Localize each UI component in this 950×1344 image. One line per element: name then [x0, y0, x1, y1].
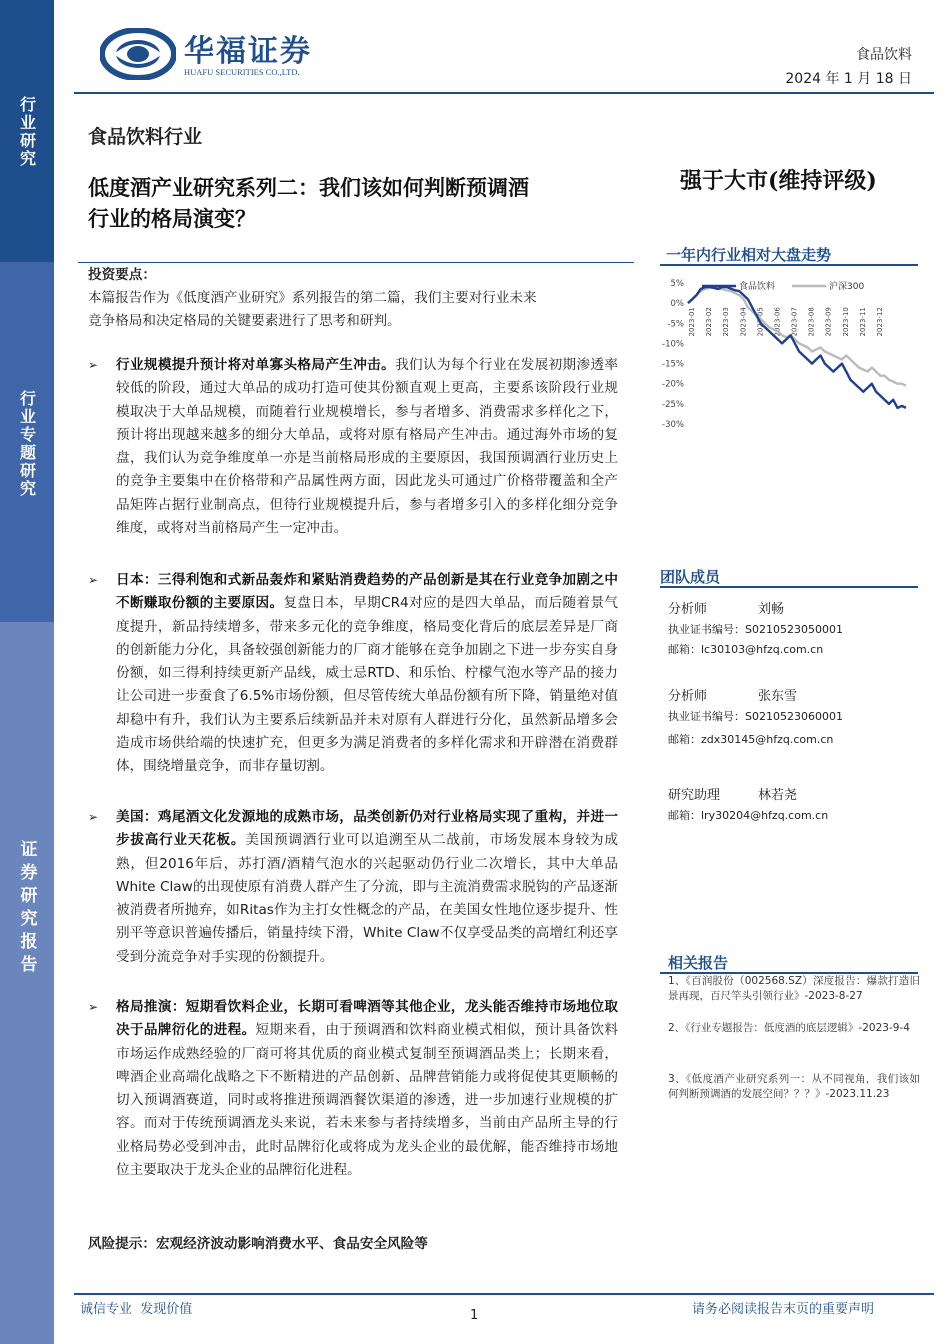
risk-note [88, 1232, 428, 1252]
related-report-3[interactable]: 3、《低度酒产业研究系列一：从不同视角，我们该如何判断预调酒的发展空间？？？》-2023.11.23 [668, 1073, 920, 1100]
bullet-arrow-icon: ➢ [88, 573, 99, 587]
legend-label: 沪深300 [829, 282, 865, 292]
member-1-name: 刘畅 [758, 602, 785, 617]
related-report-1[interactable]: 1、《百润股份（002568.SZ）深度报告：爆款打造旧景再现，百尺竿头引领行业》-2023-8-27 [668, 975, 920, 1002]
y-tick-label: 0% [670, 299, 684, 310]
header-date: 2024 年 1 月 18 日 [785, 71, 912, 87]
x-tick-label: 2023-11 [858, 307, 867, 337]
x-tick-label: 2023-05 [756, 307, 765, 337]
member-2-role: 分析师 [668, 689, 708, 704]
bullet-industry-scale [88, 354, 618, 540]
email-label: 邮箱： [668, 733, 701, 746]
email-label: 邮箱： [668, 643, 701, 656]
x-tick-label: 2023-03 [722, 307, 731, 337]
bullet-arrow-icon: ➢ [88, 810, 99, 824]
bullet-bold: 日本：三得利饱和式新品轰炸和紧贴消费趋势的产品创新是其在行业竞争加剧之中不断赚取份额的主要原因。 [116, 572, 618, 612]
sidebar-bottom [0, 622, 54, 1344]
email-link[interactable]: lc30103@hfzq.com.cn [701, 643, 824, 656]
y-tick-label: -5% [667, 319, 684, 330]
report-title-line1: 低度酒产业研究系列二：我们该如何判断预调酒 [88, 175, 529, 200]
x-tick-label: 2023-09 [824, 307, 833, 337]
brand-name-en: HUAFU SECURITIES CO.,LTD. [184, 67, 300, 77]
header-rule [74, 92, 934, 94]
x-tick-label: 2023-12 [876, 307, 884, 337]
footer-rule [74, 1293, 934, 1295]
team-title: 团队成员 [660, 568, 721, 586]
x-tick-label: 2023-02 [705, 307, 714, 337]
bullet-arrow-icon: ➢ [88, 1000, 99, 1014]
related-report-2[interactable]: 2、《行业专题报告：低度酒的底层逻辑》-2023-9-4 [668, 1022, 910, 1034]
y-tick-label: -30% [662, 420, 684, 430]
member-3-email [668, 807, 828, 823]
cert-label: 执业证书编号： [668, 710, 745, 723]
y-tick-label: -25% [662, 399, 684, 410]
x-tick-label: 2023-07 [790, 307, 799, 337]
bullet-text: 我们认为每个行业在发展初期渗透率较低的阶段，通过大单品的成功打造可使其份额直观上更高，主要系该阶段行业规模取决于大单品规模，而随着行业规模增长，参与者增多、消费需求多样化之下，预计将出现越来越多的细分大单品，或将对原有格局产生冲击。通过海外市场的复盘，我们认为竞争维度单一亦是当前格局形成的主要原因，我国预调酒行业历史上的竞争主要集中在价格带和产品属性两方面，因此龙头可通过广价格带覆盖和全产品矩阵占据行业制高点，但待行业规模提升后，参与者增多引入的多样化细分竞争维度，或将对当前格局产生一定冲击。 [116, 357, 619, 537]
bullet-japan [88, 569, 618, 779]
risk-text: 宏观经济波动影响消费水平、食品安全风险等 [155, 1236, 428, 1252]
footer-disclaimer: 请务必阅读报告末页的重要声明 [691, 1302, 874, 1317]
member-1-role: 分析师 [668, 602, 708, 617]
member-2-name: 张东雪 [758, 689, 798, 704]
logo-mark-icon [100, 28, 176, 80]
rating: 强于大市(维持评级) [680, 168, 877, 194]
summary-intro-line2: 竞争格局和决定格局的关键要素进行了思考和研判。 [88, 313, 401, 329]
x-tick-label: 2023-01 [688, 307, 696, 337]
team-title-rule [660, 586, 918, 588]
member-3-name: 林若尧 [758, 788, 798, 803]
industry-label: 食品饮料行业 [88, 126, 203, 148]
bullet-arrow-icon: ➢ [88, 358, 99, 372]
x-tick-label: 2023-10 [841, 307, 850, 337]
report-title-line2: 行业的格局演变？ [88, 206, 256, 231]
sidebar-middle-label: 行业专题研究 [17, 390, 37, 498]
page-number: 1 [470, 1308, 479, 1323]
sidebar-bottom-label: 证券研究报告 [16, 840, 37, 978]
sidebar-top-label: 行业研究 [17, 96, 37, 168]
footer-slogan: 诚信专业 发现价值 [80, 1302, 193, 1317]
bullet-bold: 美国：鸡尾酒文化发源地的成熟市场，品类创新仍对行业格局实现了重构，并进一步拔高行业天花板。 [116, 809, 618, 849]
summary-rule [78, 262, 634, 263]
legend-label: 食品饮料 [739, 282, 776, 292]
member-2-cert [668, 708, 843, 724]
bullet-text: 复盘日本，早期CR4对应的是四大单品，而后随着景气度提升，新品持续增多，带来多元化的竞争维度，格局变化背后的底层差异是厂商的创新能力分化，具备较强创新能力的厂商才能够在竞争加剧之下进一步夯实自身份额，如三得利持续更新产品线，威士忌RTD、和乐怡、柠檬气泡水等产品的接力让公司进一步蚕食了6.5%市场份额，但尽管传统大单品份额有所下降，销量绝对值却稳中有升，我们认为主要系后续新品并未对原有人群进行分化，虽然新品增多会造成市场供给端的快速扩充，但更多为满足消费者的多样化需求和开辟潜在消费群体，围绕增量竞争，而非存量切割。 [116, 595, 618, 775]
member-1-email [668, 641, 823, 657]
bullet-text: 短期来看，由于预调酒和饮料商业模式相似，预计具备饮料市场运作成熟经验的厂商可将其优质的商业模式复制至预调酒品类上；长期来看，啤酒企业高端化战略之下不断精进的产品创新、品牌营销能力或将促使其更顺畅的切入预调酒赛道，同时或将推进预调酒餐饮渠道的渗透，进一步加速行业规模的扩容。而对于传统预调酒龙头来说，若未来参与者持续增多，当前由产品所主导的行业格局势必受到冲击，此时品牌衍化或将成为龙头企业的最优解，能否维持市场地位主要取决于龙头企业的品牌衍化进程。 [116, 1022, 619, 1179]
risk-label: 风险提示： [88, 1236, 156, 1252]
related-title: 相关报告 [668, 954, 729, 972]
cert-number: S0210523060001 [745, 710, 843, 723]
y-tick-label: -15% [662, 359, 684, 370]
cert-number: S0210523050001 [745, 623, 843, 636]
member-2-email [668, 731, 833, 747]
sidebar-middle [0, 262, 54, 622]
y-tick-label: 5% [670, 279, 684, 289]
summary-intro-line1: 本篇报告作为《低度酒产业研究》系列报告的第二篇，我们主要对行业未来 [88, 290, 537, 306]
x-tick-label: 2023-06 [773, 307, 782, 337]
header-category: 食品饮料 [856, 47, 912, 63]
x-tick-label: 2023-08 [807, 307, 816, 337]
y-tick-label: -20% [662, 379, 684, 390]
bullet-bold: 格局推演：短期看饮料企业，长期可看啤酒等其他企业，龙头能否维持市场地位取决于品牌衍化的进程。 [116, 999, 618, 1039]
member-3-role: 研究助理 [668, 788, 721, 803]
cert-label: 执业证书编号： [668, 623, 745, 636]
bullet-outlook [88, 996, 618, 1182]
brand-name-cn: 华福证券 [184, 34, 312, 69]
email-link[interactable]: lry30204@hfzq.com.cn [701, 809, 829, 822]
sidebar-top [0, 0, 54, 262]
series-line-0 [688, 287, 906, 408]
chart-title: 一年内行业相对大盘走势 [666, 246, 832, 264]
trend-chart [656, 270, 918, 440]
email-label: 邮箱： [668, 809, 701, 822]
bullet-text: 美国预调酒行业可以追溯至从二战前，市场发展本身较为成熟，但2016年后，苏打酒/酒精气泡水的兴起驱动仍行业二次增长，其中大单品 White Claw的出现使原有消费人群产生了分流，即与主流消费需求脱钩的产品逐渐被消费者所抛弃，如Ritas作为主打女性概念的产品，在美国女性地位逐步提升、性别平等意识普遍传播后，销量持续下滑，White Claw不仅享受品类的高增红利还享受到分流竞争对手实现的份额提升。 [116, 832, 619, 965]
member-1-cert [668, 621, 843, 637]
chart-title-rule [660, 264, 918, 266]
email-link[interactable]: zdx30145@hfzq.com.cn [701, 733, 834, 746]
bullet-bold: 行业规模提升预计将对单寡头格局产生冲击。 [116, 357, 396, 373]
bullet-usa [88, 806, 618, 969]
summary-heading: 投资要点： [88, 267, 156, 283]
x-tick-label: 2023-04 [739, 307, 748, 337]
y-tick-label: -10% [662, 339, 684, 350]
company-logo [100, 26, 345, 84]
